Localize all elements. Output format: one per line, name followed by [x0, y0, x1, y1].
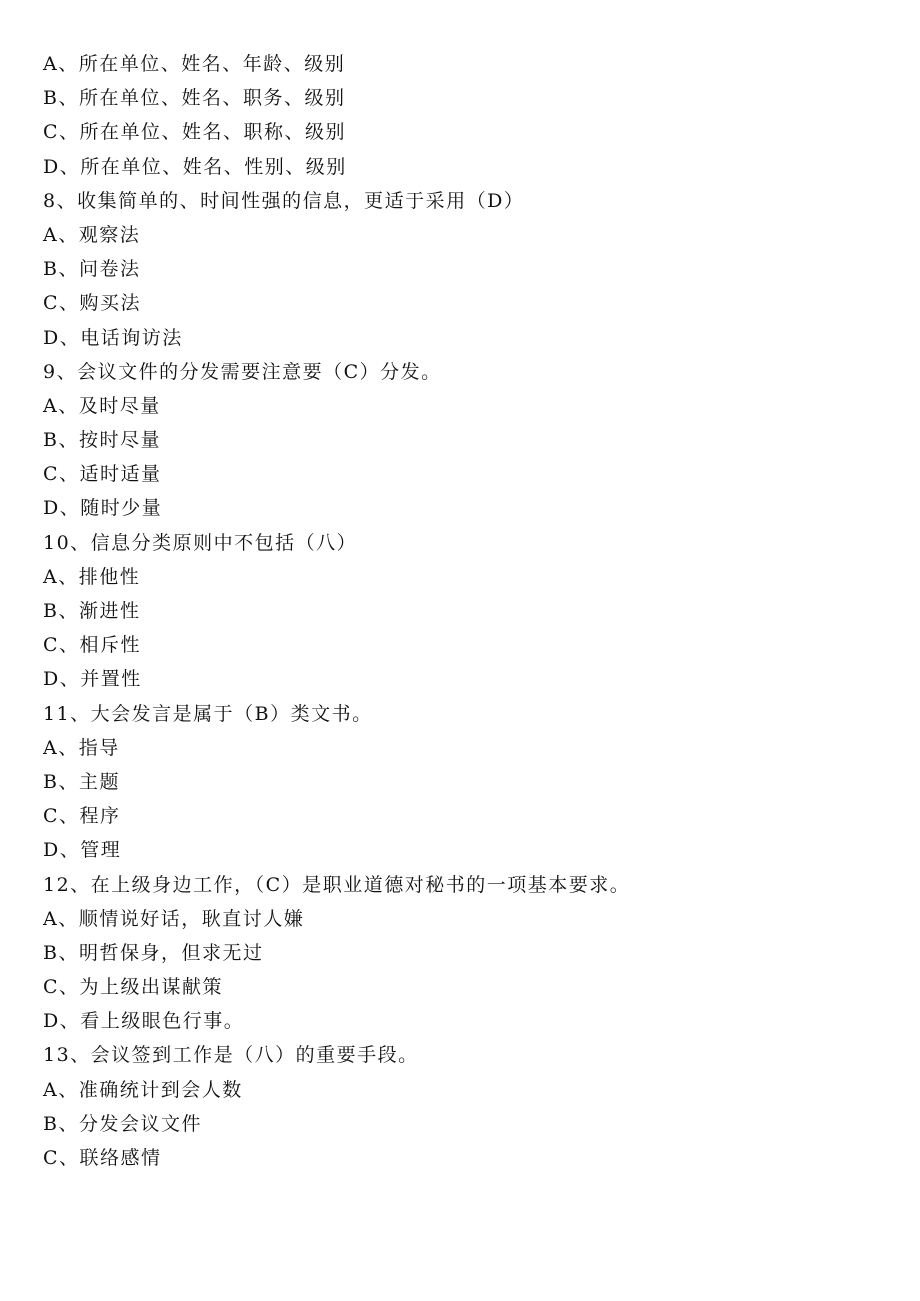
option-12b: B、明哲保身，但求无过: [43, 941, 264, 964]
question-13: 13、会议签到工作是（八）的重要手段。: [43, 1044, 419, 1067]
option-8c: C、购买法: [43, 292, 142, 315]
option-7c: C、所在单位、姓名、职称、级别: [43, 121, 347, 144]
document-page: [43, 47, 900, 1175]
option-8b: B、问卷法: [43, 258, 141, 281]
option-10d: D、并置性: [43, 668, 142, 691]
option-9b: B、按时尽量: [43, 429, 161, 452]
option-12c: C、为上级出谋献策: [43, 976, 224, 999]
option-7d: D、所在单位、姓名、性别、级别: [43, 155, 347, 178]
option-8d: D、电话询访法: [43, 326, 183, 349]
option-10a: A、排他性: [43, 565, 141, 588]
option-10b: B、渐进性: [43, 600, 141, 622]
question-10: 10、信息分类原则中不包括（八）: [43, 531, 358, 554]
option-13a: A、准确统计到会人数: [43, 1078, 243, 1101]
question-8: 8、收集简单的、时间性强的信息，更适于采用（D）: [43, 189, 525, 212]
option-8a: A、观察法: [43, 223, 141, 246]
option-9c: C、适时适量: [43, 463, 162, 486]
option-9d: D、随时少量: [43, 497, 163, 520]
option-12a: A、顺情说好话，耿直讨人嫌: [43, 907, 305, 930]
option-10c: C、相斥性: [43, 634, 142, 657]
option-11a: A、指导: [43, 736, 120, 759]
option-7b: B、所在单位、姓名、职务、级别: [43, 87, 346, 110]
option-13c: C、联络感情: [43, 1147, 162, 1169]
option-11c: C、程序: [43, 805, 121, 828]
question-12: 12、在上级身边工作，（C）是职业道德对秘书的一项基本要求。: [43, 873, 631, 896]
option-12d: D、看上级眼色行事。: [43, 1010, 245, 1033]
option-7a: A、所在单位、姓名、年龄、级别: [43, 53, 346, 75]
option-11d: D、管理: [43, 839, 122, 862]
option-11b: B、主题: [43, 770, 120, 793]
question-11: 11、大会发言是属于（B）类文书。: [43, 702, 373, 725]
option-13b: B、分发会议文件: [43, 1112, 202, 1135]
option-9a: A、及时尽量: [43, 394, 161, 417]
question-9: 9、会议文件的分发需要注意要（C）分发。: [43, 360, 442, 383]
